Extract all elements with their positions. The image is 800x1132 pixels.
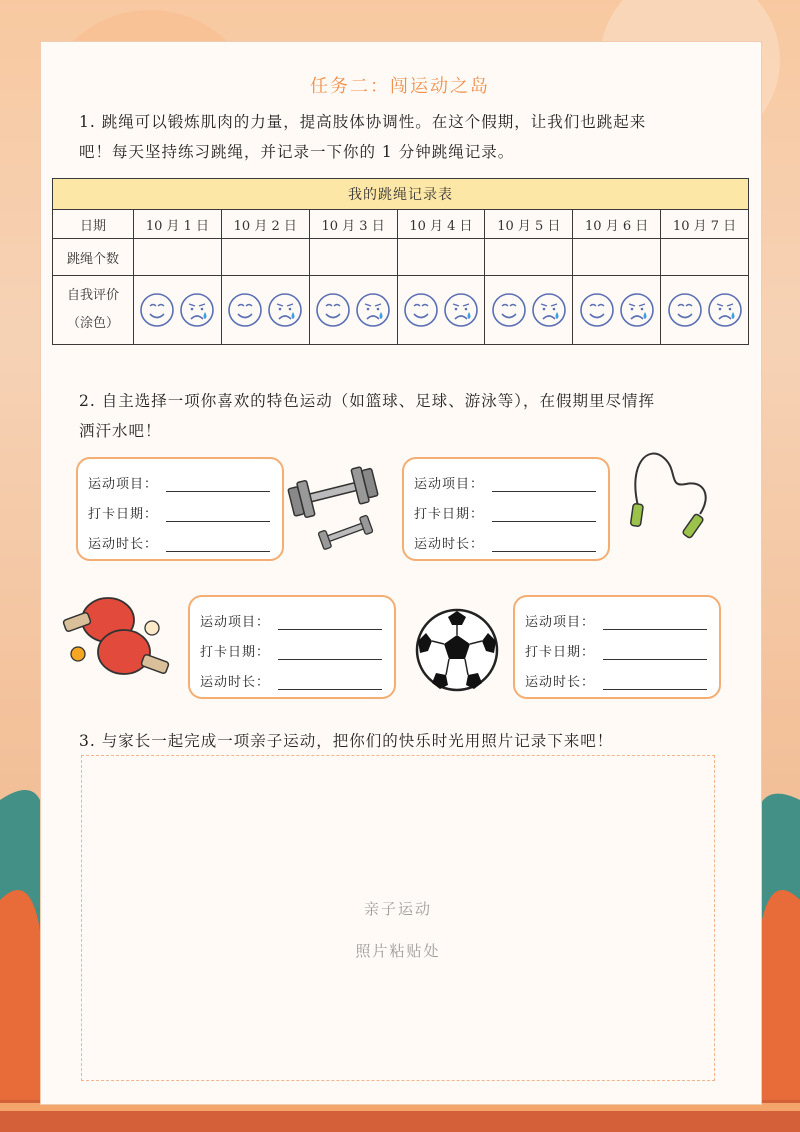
- count-label: 跳绳个数: [53, 239, 134, 276]
- card-duration-label: 运动时长：: [414, 537, 485, 552]
- count-input-cell[interactable]: [397, 239, 485, 276]
- card-duration-blank[interactable]: [166, 551, 270, 552]
- eval-faces-cell[interactable]: [221, 276, 309, 345]
- sad-face-icon[interactable]: [707, 292, 743, 328]
- happy-face-icon[interactable]: [491, 292, 527, 328]
- count-input-cell[interactable]: [221, 239, 309, 276]
- date-cell: 10 月 1 日: [134, 210, 222, 239]
- dumbbell-icon: [286, 462, 382, 554]
- card-date-blank[interactable]: [492, 521, 596, 522]
- date-cell: 10 月 3 日: [309, 210, 397, 239]
- card-date-blank[interactable]: [166, 521, 270, 522]
- soccer-ball-icon: [414, 607, 500, 693]
- sad-face-icon[interactable]: [619, 292, 655, 328]
- card-project-label: 运动项目：: [88, 477, 159, 492]
- card-project-blank[interactable]: [492, 491, 596, 492]
- card-duration-blank[interactable]: [278, 689, 382, 690]
- card-duration-blank[interactable]: [492, 551, 596, 552]
- happy-face-icon[interactable]: [403, 292, 439, 328]
- eval-faces-cell[interactable]: [485, 276, 573, 345]
- eval-faces-cell[interactable]: [309, 276, 397, 345]
- face-pair: [398, 292, 485, 328]
- card-duration-label: 运动时长：: [200, 675, 271, 690]
- card-date-blank[interactable]: [603, 659, 707, 660]
- card-project-blank[interactable]: [603, 629, 707, 630]
- sport-card-1: [76, 457, 284, 561]
- date-cell: 10 月 7 日: [661, 210, 749, 239]
- card-date-blank[interactable]: [278, 659, 382, 660]
- date-cell: 10 月 2 日: [221, 210, 309, 239]
- card-duration-label: 运动时长：: [525, 675, 596, 690]
- sport-card-4: [513, 595, 721, 699]
- count-input-cell[interactable]: [485, 239, 573, 276]
- jump-rope-icon: [628, 444, 720, 548]
- count-input-cell[interactable]: [309, 239, 397, 276]
- card-duration-blank[interactable]: [603, 689, 707, 690]
- date-cell: 10 月 4 日: [397, 210, 485, 239]
- sport-card-3: [188, 595, 396, 699]
- face-pair: [573, 292, 660, 328]
- happy-face-icon[interactable]: [315, 292, 351, 328]
- face-pair: [310, 292, 397, 328]
- sad-face-icon[interactable]: [179, 292, 215, 328]
- ping-pong-paddles-icon: [60, 590, 172, 688]
- card-project-blank[interactable]: [278, 629, 382, 630]
- date-cell: 10 月 6 日: [573, 210, 661, 239]
- section2-line2: 洒汗水吧！: [79, 422, 162, 440]
- date-label: 日期: [53, 210, 134, 239]
- task-title: 任务二：闯运动之岛: [310, 76, 490, 97]
- eval-faces-cell[interactable]: [661, 276, 749, 345]
- happy-face-icon[interactable]: [139, 292, 175, 328]
- card-date-label: 打卡日期：: [200, 645, 271, 660]
- eval-label: [53, 276, 134, 345]
- eval-label-line1: 自我评价: [66, 288, 119, 303]
- happy-face-icon[interactable]: [667, 292, 703, 328]
- count-input-cell[interactable]: [573, 239, 661, 276]
- card-date-label: 打卡日期：: [88, 507, 159, 522]
- eval-faces-cell[interactable]: [397, 276, 485, 345]
- card-date-label: 打卡日期：: [525, 645, 596, 660]
- happy-face-icon[interactable]: [579, 292, 615, 328]
- count-input-cell[interactable]: [661, 239, 749, 276]
- section2-instructions: [79, 386, 655, 446]
- photo-caption-line2: 照片粘贴处: [355, 942, 441, 960]
- date-cell: 10 月 5 日: [485, 210, 573, 239]
- card-duration-label: 运动时长：: [88, 537, 159, 552]
- card-project-label: 运动项目：: [414, 477, 485, 492]
- card-project-label: 运动项目：: [525, 615, 596, 630]
- face-pair: [222, 292, 309, 328]
- eval-faces-cell[interactable]: [573, 276, 661, 345]
- sad-face-icon[interactable]: [443, 292, 479, 328]
- face-pair: [134, 292, 221, 328]
- section1-line1: 1. 跳绳可以锻炼肌肉的力量，提高肢体协调性。在这个假期，让我们也跳起来: [79, 113, 647, 131]
- happy-face-icon[interactable]: [227, 292, 263, 328]
- card-date-label: 打卡日期：: [414, 507, 485, 522]
- section1-line2: 吧！每天坚持练习跳绳，并记录一下你的 1 分钟跳绳记录。: [79, 143, 515, 161]
- card-project-label: 运动项目：: [200, 615, 271, 630]
- section2-line1: 2. 自主选择一项你喜欢的特色运动（如篮球、足球、游泳等），在假期里尽情挥: [79, 392, 655, 410]
- section1-instructions: [79, 107, 646, 167]
- face-pair: [485, 292, 572, 328]
- sad-face-icon[interactable]: [531, 292, 567, 328]
- eval-faces-cell[interactable]: [134, 276, 222, 345]
- sport-card-2: [402, 457, 610, 561]
- sad-face-icon[interactable]: [355, 292, 391, 328]
- section3-instruction: 3. 与家长一起完成一项亲子运动，把你们的快乐时光用照片记录下来吧！: [79, 732, 614, 750]
- count-input-cell[interactable]: [134, 239, 222, 276]
- table-title: 我的跳绳记录表: [53, 179, 749, 210]
- photo-paste-area[interactable]: [81, 755, 715, 1081]
- card-project-blank[interactable]: [166, 491, 270, 492]
- jump-rope-record-table: [52, 178, 749, 345]
- sad-face-icon[interactable]: [267, 292, 303, 328]
- eval-label-line2: （涂色）: [66, 316, 119, 331]
- face-pair: [661, 292, 748, 328]
- photo-caption-line1: 亲子运动: [363, 900, 432, 918]
